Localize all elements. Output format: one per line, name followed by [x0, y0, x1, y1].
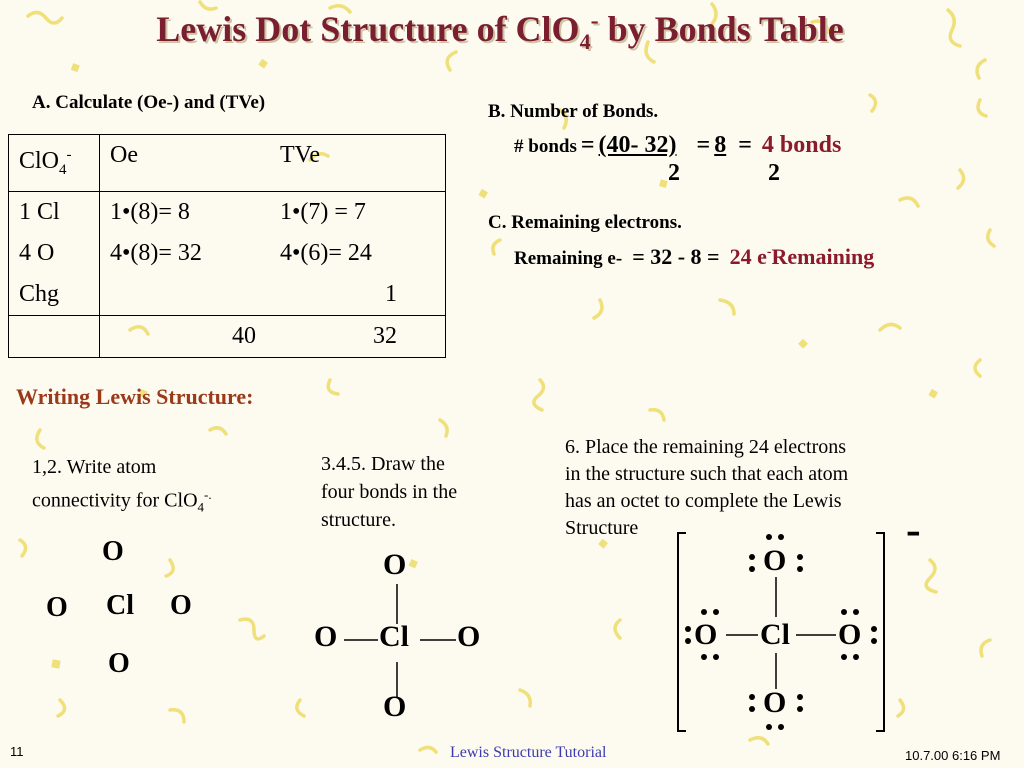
bonded-o-left: O [314, 620, 338, 653]
bonds-denominator-2: 2 [768, 160, 780, 186]
remaining-equation: Remaining e- = 32 - 8 = 24 e-Remaining [514, 244, 875, 269]
table-total-oe: 40 [100, 315, 271, 357]
table-cell-label: 1 Cl [9, 191, 100, 233]
atom-o-right: O [170, 590, 192, 621]
atom-o-left: O [46, 592, 68, 623]
bonds-result: 4 bonds [761, 132, 842, 158]
slide-title: Lewis Dot Structure of ClO$_4$- by Bonds Table [156, 8, 844, 55]
table-row [9, 191, 446, 233]
atom-cl: Cl [106, 590, 134, 621]
step-345-text: 3.4.5. Draw the four bonds in the structure. [321, 453, 458, 531]
table-cell-oe: 4•(8)= 32 [100, 233, 271, 274]
table-header-tve: TVe [270, 135, 446, 192]
lewis-o-right: O [838, 618, 862, 651]
table-cell-tve: 1 [270, 274, 446, 316]
table-cell-label: 4 O [9, 233, 100, 274]
table-row [9, 233, 446, 274]
bonded-cl: Cl [379, 620, 409, 653]
bonded-o-top: O [383, 548, 407, 581]
table-cell-oe [100, 274, 271, 316]
writing-heading: Writing Lewis Structure: [16, 384, 254, 409]
atom-o-top: O [102, 536, 124, 567]
bonded-o-right: O [457, 620, 481, 653]
bonds-denominator-1: 2 [668, 160, 680, 186]
bonded-o-bottom: O [383, 690, 407, 723]
lewis-cl: Cl [760, 618, 790, 651]
table-cell-tve: 4•(6)= 24 [270, 233, 446, 274]
table-cell-label: Chg [9, 274, 100, 316]
lewis-o-top: O [763, 544, 787, 577]
table-header-formula: ClO$_4$- [9, 135, 100, 192]
step-12-text: 1,2. Write atom connectivity for ClO$_4$-. [32, 456, 212, 515]
footer-date: 10.7.00 6:16 PM [905, 748, 1001, 763]
table-row [9, 274, 446, 316]
section-b-heading: B. Number of Bonds. [488, 101, 659, 122]
remaining-result: 24 e-Remaining [729, 244, 875, 269]
section-c-heading: C. Remaining electrons. [488, 212, 682, 233]
slide-number: 11 [10, 744, 24, 759]
table-cell-tve: 1•(7) = 7 [270, 191, 446, 233]
ion-charge: - [906, 505, 921, 554]
footer-title: Lewis Structure Tutorial [450, 744, 607, 761]
oe-tve-table [8, 134, 446, 358]
table-cell-oe: 1•(8)= 8 [100, 191, 271, 233]
table-totals-row [9, 315, 446, 357]
table-header-oe: Oe [100, 135, 271, 192]
bonds-equation: # bonds = (40- 32) = 8 = 4 bonds [514, 132, 842, 158]
table-header-row [9, 135, 446, 192]
lewis-o-bottom: O [763, 686, 787, 719]
step-6-text: 6. Place the remaining 24 electrons in the structure such that each atom has an octet to complete the Lewis Structure [565, 436, 849, 539]
atom-o-bottom: O [108, 648, 130, 679]
table-total-tve: 32 [270, 315, 446, 357]
section-a-heading: A. Calculate (Oe-) and (TVe) [32, 92, 266, 113]
lewis-o-left: O [694, 618, 718, 651]
